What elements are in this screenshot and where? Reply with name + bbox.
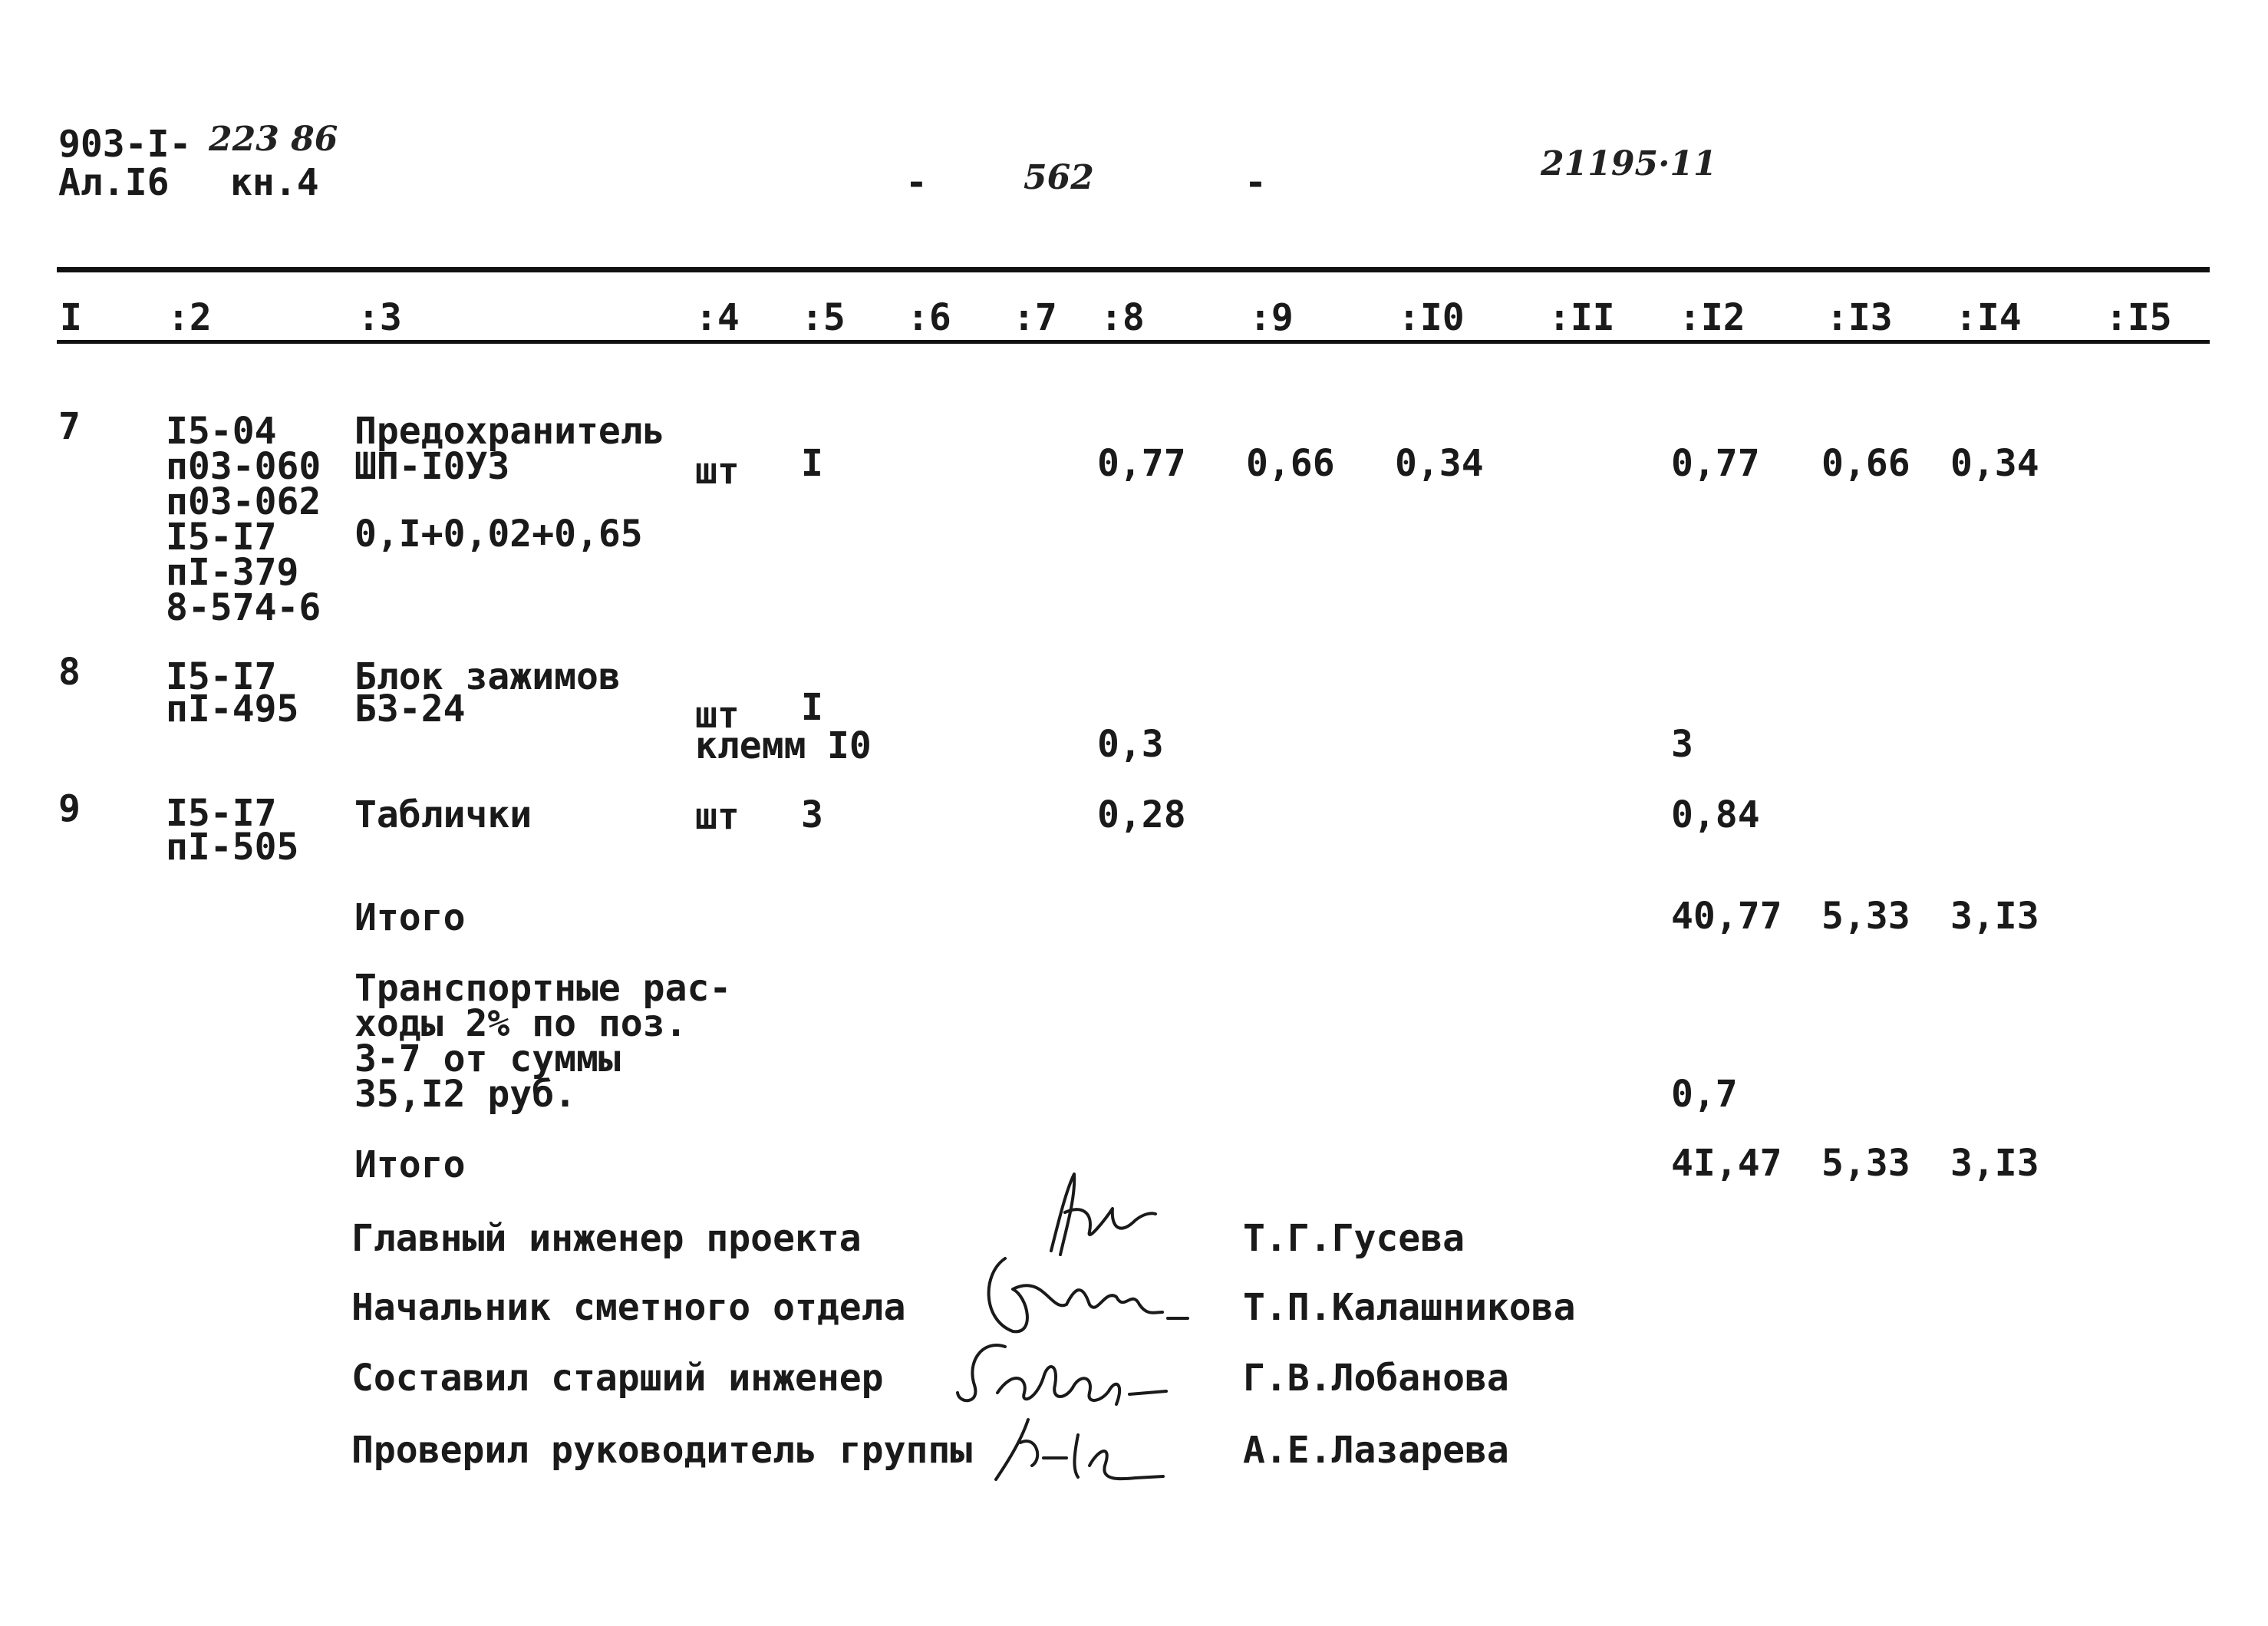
row-quantity: I: [801, 686, 823, 729]
column-header: :9: [1249, 296, 1294, 339]
column-header: :I3: [1826, 296, 1893, 339]
column-header: :4: [695, 296, 740, 339]
column-header: :5: [801, 296, 846, 339]
column-header: :I5: [2105, 296, 2172, 339]
header-top-rule: [57, 267, 2210, 272]
signature-name: А.Е.Лазарева: [1243, 1429, 1509, 1472]
signature-role: Начальник сметного отдела: [351, 1286, 906, 1329]
header-bottom-rule: [57, 340, 2210, 344]
row-calculation: 0,I+0,02+0,65: [354, 513, 643, 556]
row-unit-secondary: клемм: [695, 724, 806, 767]
signature-role: Составил старший инженер: [351, 1357, 884, 1400]
row-name: Б3-24: [354, 688, 466, 731]
signature-name: Г.В.Лобанова: [1243, 1357, 1509, 1400]
row-unit: шт: [695, 795, 740, 838]
column-header: :6: [907, 296, 951, 339]
row-number: 9: [58, 787, 81, 830]
row-code: I5-04: [166, 410, 277, 453]
total-col12: 4I,47: [1671, 1142, 1782, 1185]
transport-text: ходы 2% по поз.: [354, 1002, 687, 1045]
page-number: 562: [1024, 158, 1094, 197]
column-header: :II: [1548, 296, 1615, 339]
document-code: 903-I-: [58, 123, 192, 166]
row-col10: 0,34: [1395, 442, 1484, 485]
row-code: п03-060: [166, 445, 321, 488]
total-col12: 40,77: [1671, 895, 1782, 938]
column-header: :I0: [1398, 296, 1465, 339]
row-code: I5-I7: [166, 792, 277, 835]
total-col14: 3,I3: [1950, 895, 2039, 938]
row-code: п03-062: [166, 480, 321, 523]
row-col12: 0,77: [1671, 442, 1760, 485]
archive-number: 21195·11: [1541, 144, 1717, 183]
signature-role: Проверил руководитель группы: [351, 1429, 973, 1472]
row-code: пI-495: [166, 688, 299, 731]
row-quantity: 3: [801, 793, 823, 836]
row-name: Предохранитель: [354, 410, 665, 453]
row-col13: 0,66: [1821, 442, 1910, 485]
signature-name: Т.П.Калашникова: [1243, 1286, 1576, 1329]
book-label: кн.4: [230, 161, 319, 204]
row-col12: 3: [1671, 723, 1693, 766]
column-header: :3: [358, 296, 402, 339]
row-col9: 0,66: [1246, 442, 1335, 485]
row-name: Блок зажимов: [354, 655, 621, 698]
total-col13: 5,33: [1821, 1142, 1910, 1185]
row-quantity: I: [801, 442, 823, 485]
row-col14: 0,34: [1950, 442, 2039, 485]
page-dash-right: -: [1244, 161, 1267, 204]
row-code: I5-I7: [166, 516, 277, 559]
transport-col12: 0,7: [1671, 1073, 1738, 1116]
signature-mark: [990, 1412, 1166, 1489]
signature-role: Главный инженер проекта: [351, 1217, 862, 1260]
column-header: :2: [167, 296, 212, 339]
row-col8: 0,3: [1097, 723, 1164, 766]
total-col14: 3,I3: [1950, 1142, 2039, 1185]
row-code: пI-505: [166, 826, 299, 869]
row-code: 8-574-6: [166, 586, 321, 629]
row-code: I5-I7: [166, 655, 277, 698]
column-header: I: [60, 296, 82, 339]
signature-mark: [974, 1243, 1189, 1343]
total-label: Итого: [354, 1143, 466, 1186]
row-col12: 0,84: [1671, 793, 1760, 836]
signature-mark: [951, 1331, 1174, 1416]
row-col8: 0,28: [1097, 793, 1186, 836]
transport-text: 35,I2 руб.: [354, 1073, 576, 1116]
row-number: 7: [58, 405, 81, 448]
row-name: ШП-I0У3: [354, 445, 510, 488]
page-dash-left: -: [905, 161, 928, 204]
row-number: 8: [58, 651, 81, 694]
column-header: :7: [1013, 296, 1057, 339]
total-label: Итого: [354, 896, 466, 939]
column-header: :I2: [1679, 296, 1746, 339]
sheet-label: Ал.I6: [58, 161, 170, 204]
column-header: :8: [1100, 296, 1145, 339]
total-col13: 5,33: [1821, 895, 1910, 938]
row-unit: шт: [695, 450, 740, 493]
row-code: пI-379: [166, 551, 299, 594]
row-name: Таблички: [354, 793, 532, 836]
row-unit: шт: [695, 694, 740, 737]
row-col8: 0,77: [1097, 442, 1186, 485]
transport-text: Транспортные рас-: [354, 967, 732, 1010]
signature-name: Т.Г.Гусева: [1243, 1217, 1465, 1260]
transport-text: 3-7 от суммы: [354, 1037, 621, 1080]
column-header: :I4: [1955, 296, 2022, 339]
row-quantity-secondary: I0: [827, 724, 872, 767]
document-code-handwritten: 223 86: [209, 120, 338, 159]
